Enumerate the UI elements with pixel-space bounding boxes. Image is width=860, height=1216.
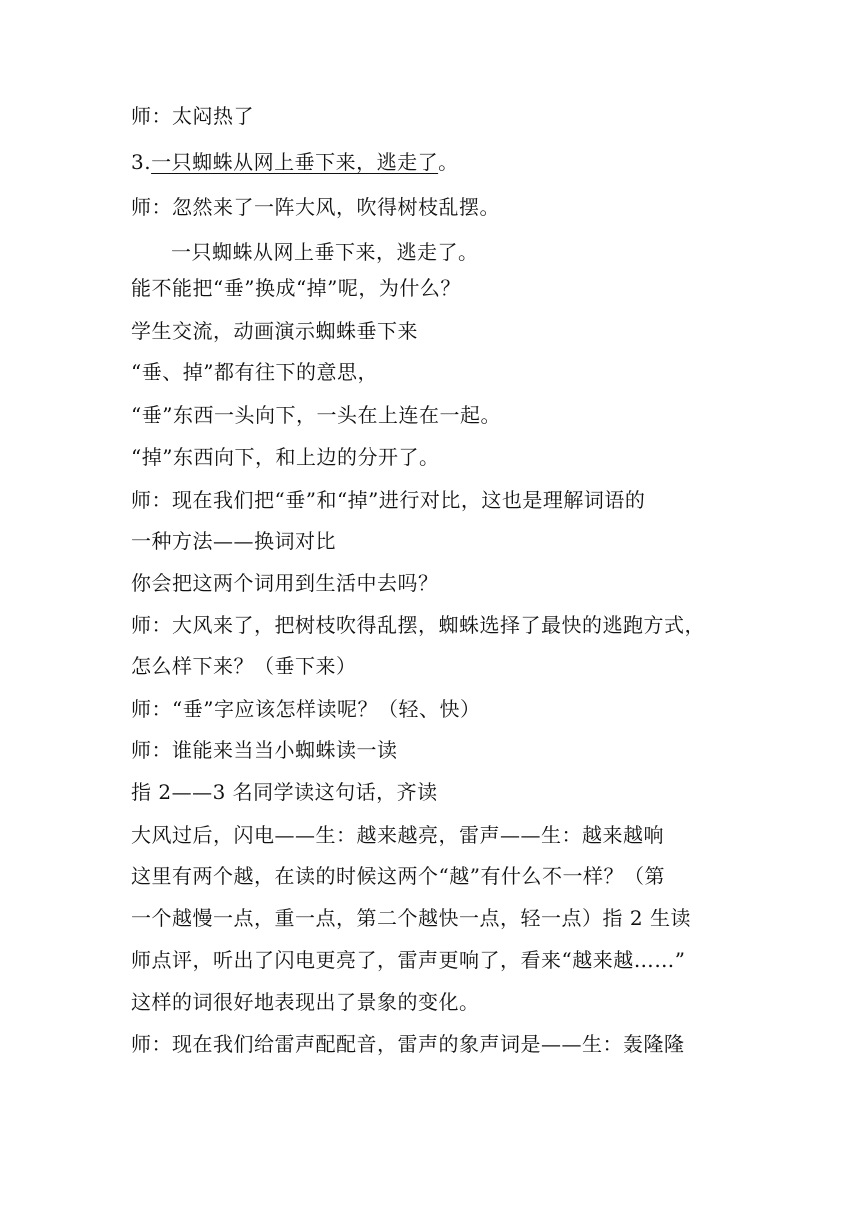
text-line: 大风过后，闪电——生：越来越亮，雷声——生：越来越响 — [131, 823, 664, 847]
text-line: 一只蜘蛛从网上垂下来，逃走了。 — [171, 240, 479, 264]
text-line: 师：大风来了，把树枝吹得乱摆，蜘蛛选择了最快的逃跑方式， — [131, 613, 705, 637]
text-line: 能不能把“垂”换成“掉”呢，为什么？ — [131, 276, 461, 300]
text-line: “垂”东西一头向下，一头在上连在一起。 — [131, 403, 501, 427]
text-line: 这里有两个越，在读的时候这两个“越”有什么不一样？（第 — [131, 864, 665, 888]
text-line: 指 2——3 名同学读这句话，齐读 — [131, 780, 438, 804]
underlined-sentence: 一只蜘蛛从网上垂下来，逃走了 — [151, 150, 439, 174]
text-line: 师：忽然来了一阵大风，吹得树枝乱摆。 — [131, 195, 500, 219]
text-line: 师：“垂”字应该怎样读呢？（轻、快） — [131, 697, 481, 721]
item-number: 3. — [131, 150, 152, 174]
text-line: “掉”东西向下，和上边的分开了。 — [131, 445, 440, 469]
text-line: “垂、掉”都有往下的意思， — [131, 360, 378, 384]
text-line: 师：谁能来当当小蜘蛛读一读 — [131, 738, 398, 762]
text-line: 师：现在我们把“垂”和“掉”进行对比，这也是理解词语的 — [131, 488, 646, 512]
sentence-period: 。 — [438, 150, 459, 174]
sentence-heading-3 — [131, 148, 459, 176]
text-line: 这样的词很好地表现出了景象的变化。 — [131, 990, 480, 1014]
text-line: 师：现在我们给雷声配配音，雷声的象声词是——生：轰隆隆 — [131, 1032, 685, 1056]
text-line: 一个越慢一点，重一点，第二个越快一点，轻一点）指 2 生读 — [131, 906, 691, 930]
text-line: 一种方法——换词对比 — [131, 529, 336, 553]
text-line: 师：太闷热了 — [131, 104, 254, 128]
text-line: 师点评，听出了闪电更亮了，雷声更响了，看来“越来越……” — [131, 948, 686, 972]
text-line: 学生交流，动画演示蜘蛛垂下来 — [131, 319, 418, 343]
text-line: 你会把这两个词用到生活中去吗？ — [131, 571, 439, 595]
text-line: 怎么样下来？（垂下来） — [131, 654, 357, 678]
